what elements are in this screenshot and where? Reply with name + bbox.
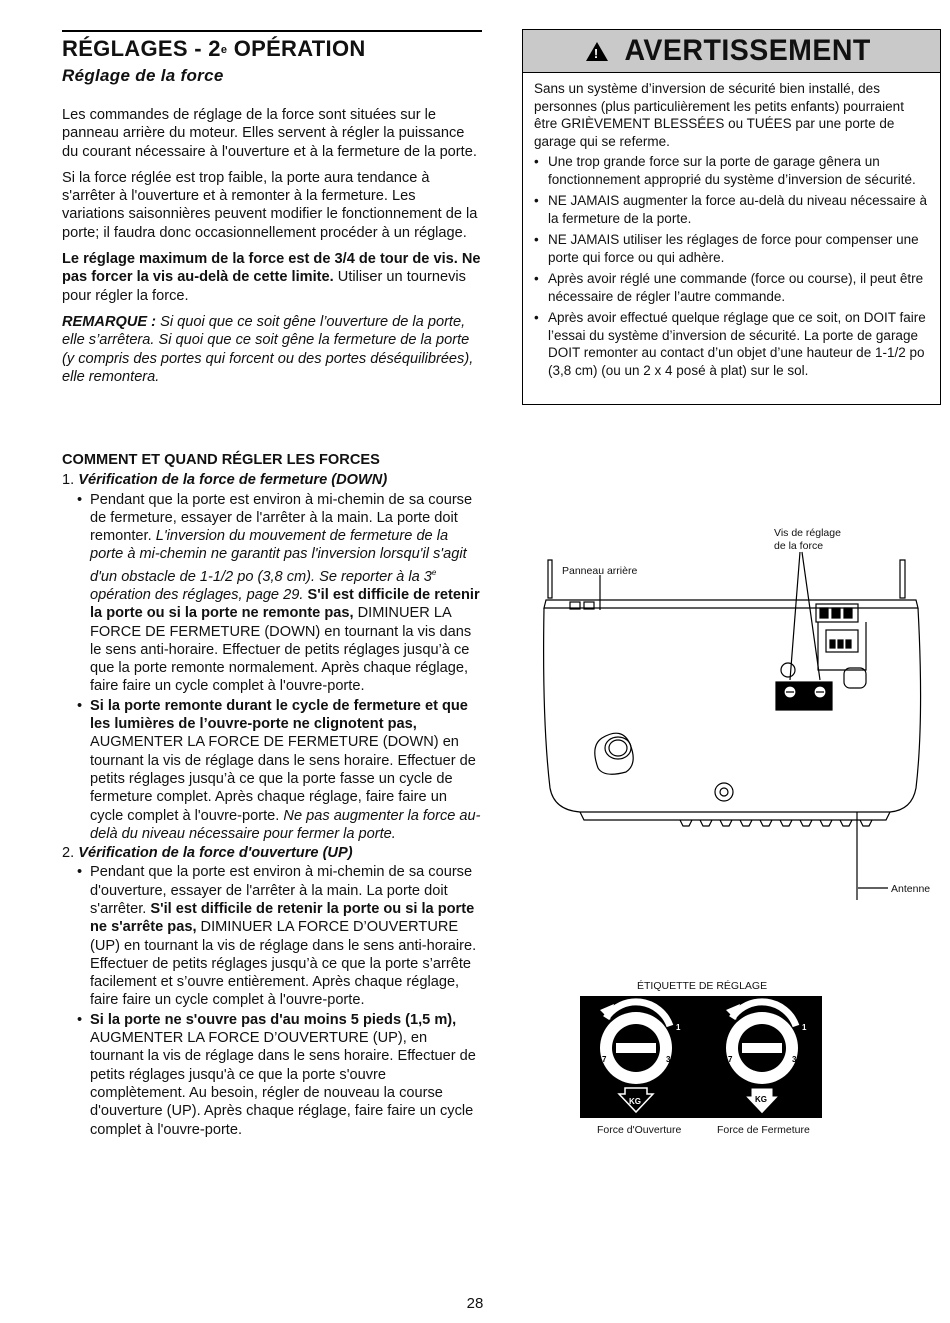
intro-paragraph-1: Les commandes de réglage de la force sont situées sur le panneau arrière du moteur. Elles servent à régler la puissance du courant nécessaire à l'ouverture et à la fermeture de la porte. bbox=[62, 107, 477, 160]
page-number: 28 bbox=[466, 1295, 484, 1312]
dial-number: 3 bbox=[792, 1055, 797, 1064]
dial-number: 3 bbox=[666, 1055, 671, 1064]
warning-bullet: • NE JAMAIS augmenter la force au-delà du niveau nécessaire à la fermeture de la porte. bbox=[534, 192, 928, 227]
intro-paragraph-2: Si la force réglée est trop faible, la porte aura tendance à s'arrêter à l'ouverture et à remonter à la fermeture. Les variations saisonnières peuvent modifier le fonctionnement de la porte; il faudra donc occasionnellement procéder à un réglage. bbox=[62, 169, 478, 241]
warning-bullet: • Une trop grande force sur la porte de garage gênera un fonctionnement approprié du système d’inversion de sécurité. bbox=[534, 153, 928, 188]
left-column bbox=[62, 30, 482, 394]
open-force-caption: Force d'Ouverture bbox=[597, 1124, 682, 1136]
dial-number: 1 bbox=[802, 1023, 807, 1032]
dial-number: 7 bbox=[602, 1055, 607, 1064]
dial-number: 7 bbox=[728, 1055, 733, 1064]
step-2-bullet-1: • Pendant que la porte est environ à mi-chemin de sa course d'ouverture, essayer de l'arrêter à la main. La porte doit s'arrêter. S'il est difficile de retenir la porte ou si la porte ne s'arrête pas, DIMINUER LA FORCE D’OUVERTURE (UP) en tournant la vis de réglage dans le sens anti-horaire. Effectuer de petits réglages jusqu’à ce que la porte s’arrête facilement et s’ouvre entièrement. Après chaque réglage, faire faire un cycle complet à l'ouvre-porte. bbox=[62, 863, 482, 1009]
step-1-bullet-1: • Pendant que la porte est environ à mi-chemin de sa course de fermeture, essayer de l'arrêter à la main. La porte doit remonter. L'inversion du mouvement de fermeture de la porte à mi-chemin ne garantit pas l'inversion lorsqu'il s'agit d'un obstacle de 1-1/2 po (3,8 cm). Se reporter à la 3e opération des réglages, page 29. S'il est difficile de retenir la porte ou si la porte ne remonte pas, DIMINUER LA FORCE DE FERMETURE (DOWN) en tournant la vis dans le sens anti-horaire. Effectuer de petits réglages jusqu’à ce que la porte remonte normalement. Après chaque réglage, faire faire un cycle complet à l'ouvre-porte. bbox=[62, 491, 482, 696]
close-force-caption: Force de Fermeture bbox=[717, 1124, 810, 1136]
warning-box bbox=[522, 29, 941, 405]
step-2-bullet-2: • Si la porte ne s'ouvre pas d'au moins 5 pieds (1,5 m), AUGMENTER LA FORCE D’OUVERTURE (UP), en tournant la vis de réglage dans le sens horaire. Effectuer de petits réglages jusqu'à ce que la porte s'ouvre complètement. Au besoin, régler de nouveau la course d'ouverture (UP). Après chaque réglage, faire faire un cycle complet à l'ouvre-porte. bbox=[62, 1011, 482, 1139]
warning-bullet: • Après avoir réglé une commande (force ou course), il peut être nécessaire de régler l’autre commande. bbox=[534, 270, 928, 305]
step-1-bullet-2: • Si la porte remonte durant le cycle de fermeture et que les lumières de l’ouvre-porte ne clignotent pas, AUGMENTER LA FORCE DE FERMETURE (DOWN) en tournant la vis de réglage dans le sens horaire. Effectuer de petits réglages jusqu’à ce que la porte fasse un cycle de fermeture complet. Après chaque réglage, faire faire un cycle complet à l'ouvre-porte. Ne pas augmenter la force au-delà du niveau nécessaire pour fermer la porte. bbox=[62, 697, 482, 843]
warning-intro: Sans un système d’inversion de sécurité bien installé, des personnes (plus particulièrement les petits enfants) pourraient être GRIÈVEMENT BLESSÉES ou TUÉES par une porte de garage qui se referme. bbox=[534, 81, 904, 149]
adjust-forces-section bbox=[62, 451, 482, 1140]
warning-icon: ! bbox=[586, 42, 608, 61]
note-paragraph: REMARQUE : Si quoi que ce soit gêne l’ouverture de la porte, elle s’arrêtera. Si quoi que ce soit gêne la fermeture de la porte (y compris des portes qui forcent ou des portes déséquilibrées), elle remontera. bbox=[62, 313, 474, 385]
page-title: RÉGLAGES - 2e OPÉRATION bbox=[62, 36, 366, 61]
step-2-heading: 2. Vérification de la force d'ouverture (UP) bbox=[62, 845, 353, 862]
kg-marking: KG bbox=[629, 1097, 641, 1106]
warning-body bbox=[523, 73, 940, 379]
dial-number: 5 bbox=[633, 1071, 638, 1080]
force-screw-label-line-1: Vis de réglage bbox=[774, 527, 841, 539]
rear-panel-label: Panneau arrière bbox=[562, 565, 638, 577]
dial-number: 5 bbox=[759, 1071, 764, 1080]
step-1-heading: 1. Vérification de la force de fermeture (DOWN) bbox=[62, 472, 388, 489]
dial-number: 1 bbox=[676, 1023, 681, 1032]
kg-marking: KG bbox=[755, 1095, 767, 1104]
dial-number: 9 bbox=[720, 1023, 725, 1032]
adjustment-label-title: ÉTIQUETTE DE RÉGLAGE bbox=[637, 980, 768, 992]
warning-bullet: • NE JAMAIS utiliser les réglages de force pour compenser une porte qui force ou qui adhère. bbox=[534, 231, 928, 266]
page-subtitle: Réglage de la force bbox=[62, 66, 224, 85]
dial-number: 9 bbox=[594, 1023, 599, 1032]
motor-rear-panel-figure bbox=[540, 520, 940, 900]
adjustment-label-graphic bbox=[580, 996, 822, 1118]
title-rule bbox=[62, 30, 482, 32]
warning-bullet: • Après avoir effectué quelque réglage que ce soit, on DOIT faire l’essai du système d’inversion de sécurité. La porte de garage DOIT remonter au contact d’un objet d’une hauteur de 1-1/2 po (3,8 cm) (ou un 2 x 4 posé à plat) sur le sol. bbox=[534, 309, 928, 379]
force-screw-label-line-2: de la force bbox=[774, 540, 824, 552]
section-heading: COMMENT ET QUAND RÉGLER LES FORCES bbox=[62, 452, 380, 468]
warning-title: AVERTISSEMENT bbox=[624, 34, 871, 67]
intro-paragraph-3: Le réglage maximum de la force est de 3/4 de tour de vis. Ne pas forcer la vis au-delà de cette limite. Utiliser un tournevis pour régler la force. bbox=[62, 251, 481, 304]
warning-header bbox=[523, 30, 940, 73]
antenna-label: Antenne bbox=[891, 883, 931, 895]
